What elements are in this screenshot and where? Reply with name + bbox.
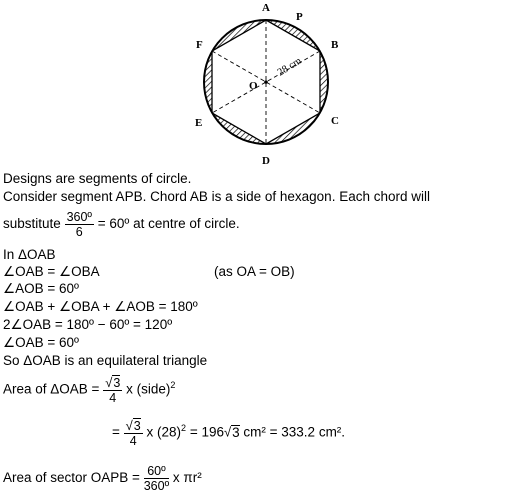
area-calc-tail: cm² = 333.2 cm². — [243, 424, 346, 440]
fraction-numerator — [103, 375, 122, 391]
line-designs: Designs are segments of circle. — [3, 171, 192, 186]
label-O: O — [249, 80, 258, 92]
radicand: 3 — [232, 424, 240, 440]
substitute-result: = 60º at centre of circle. — [97, 216, 240, 232]
area-sector-formula: x πr² — [172, 470, 202, 486]
label-P: P — [296, 11, 303, 23]
centre-point — [264, 80, 268, 84]
area-calc-result: = 196 — [189, 424, 224, 440]
fraction-denominator: 4 — [129, 434, 137, 448]
fraction-denominator: 4 — [109, 391, 117, 405]
fraction-numerator: 60º — [144, 464, 169, 479]
label-C: C — [331, 115, 339, 127]
line-aob: ∠AOB = 60º — [3, 281, 79, 296]
fraction-60-over-360 — [144, 464, 169, 493]
line-area-triangle — [3, 375, 175, 405]
radius-label: 28 cm — [275, 55, 304, 79]
radical-sign: √ — [105, 375, 113, 390]
line-area-sector — [3, 464, 202, 493]
angles-equal-text: ∠OAB = ∠OBA — [3, 264, 100, 279]
fraction-denominator: 6 — [75, 225, 83, 239]
area-triangle-formula: x (side) — [126, 381, 171, 397]
label-D: D — [262, 155, 270, 167]
fraction-root3-over-4 — [103, 375, 122, 405]
line-two-oab: 2∠OAB = 180º − 60º = 120º — [3, 317, 173, 332]
radical-sign: √ — [125, 418, 133, 433]
fraction-360-6 — [65, 210, 94, 239]
fraction-denominator: 360º — [143, 479, 170, 493]
area-calc-side: x (28) — [146, 424, 182, 440]
line-substitute — [3, 210, 240, 239]
label-B: B — [331, 39, 339, 51]
area-sector-label: Area of sector OAPB = — [3, 470, 140, 486]
fraction-root3-over-4 — [124, 418, 143, 448]
fraction-numerator — [124, 418, 143, 434]
exponent: 2 — [181, 423, 187, 434]
line-angle-sum: ∠OAB + ∠OBA + ∠AOB = 180º — [3, 299, 198, 314]
radical-sign: √ — [223, 424, 232, 440]
label-A: A — [262, 2, 270, 14]
radicand: 3 — [133, 419, 141, 433]
radicand: 3 — [113, 376, 121, 390]
label-E: E — [195, 117, 203, 129]
line-consider: Consider segment APB. Chord AB is a side of hexagon. Each chord will — [3, 189, 430, 204]
line-in-triangle: In ΔOAB — [3, 247, 56, 262]
angles-equal-note: (as OA = OB) — [214, 264, 295, 279]
line-area-calculation — [112, 418, 345, 448]
label-F: F — [196, 39, 203, 51]
area-triangle-label: Area of ΔOAB = — [3, 381, 100, 397]
equals-sign: = — [112, 424, 120, 440]
line-angles-equal — [3, 264, 295, 280]
substitute-text: substitute — [3, 216, 61, 232]
line-equilateral: So ΔOAB is an equilateral triangle — [3, 353, 208, 368]
line-oab-60: ∠OAB = 60º — [3, 335, 79, 350]
exponent: 2 — [170, 380, 176, 391]
hexagon-in-circle-figure — [185, 0, 355, 170]
fraction-numerator: 360º — [66, 210, 92, 224]
